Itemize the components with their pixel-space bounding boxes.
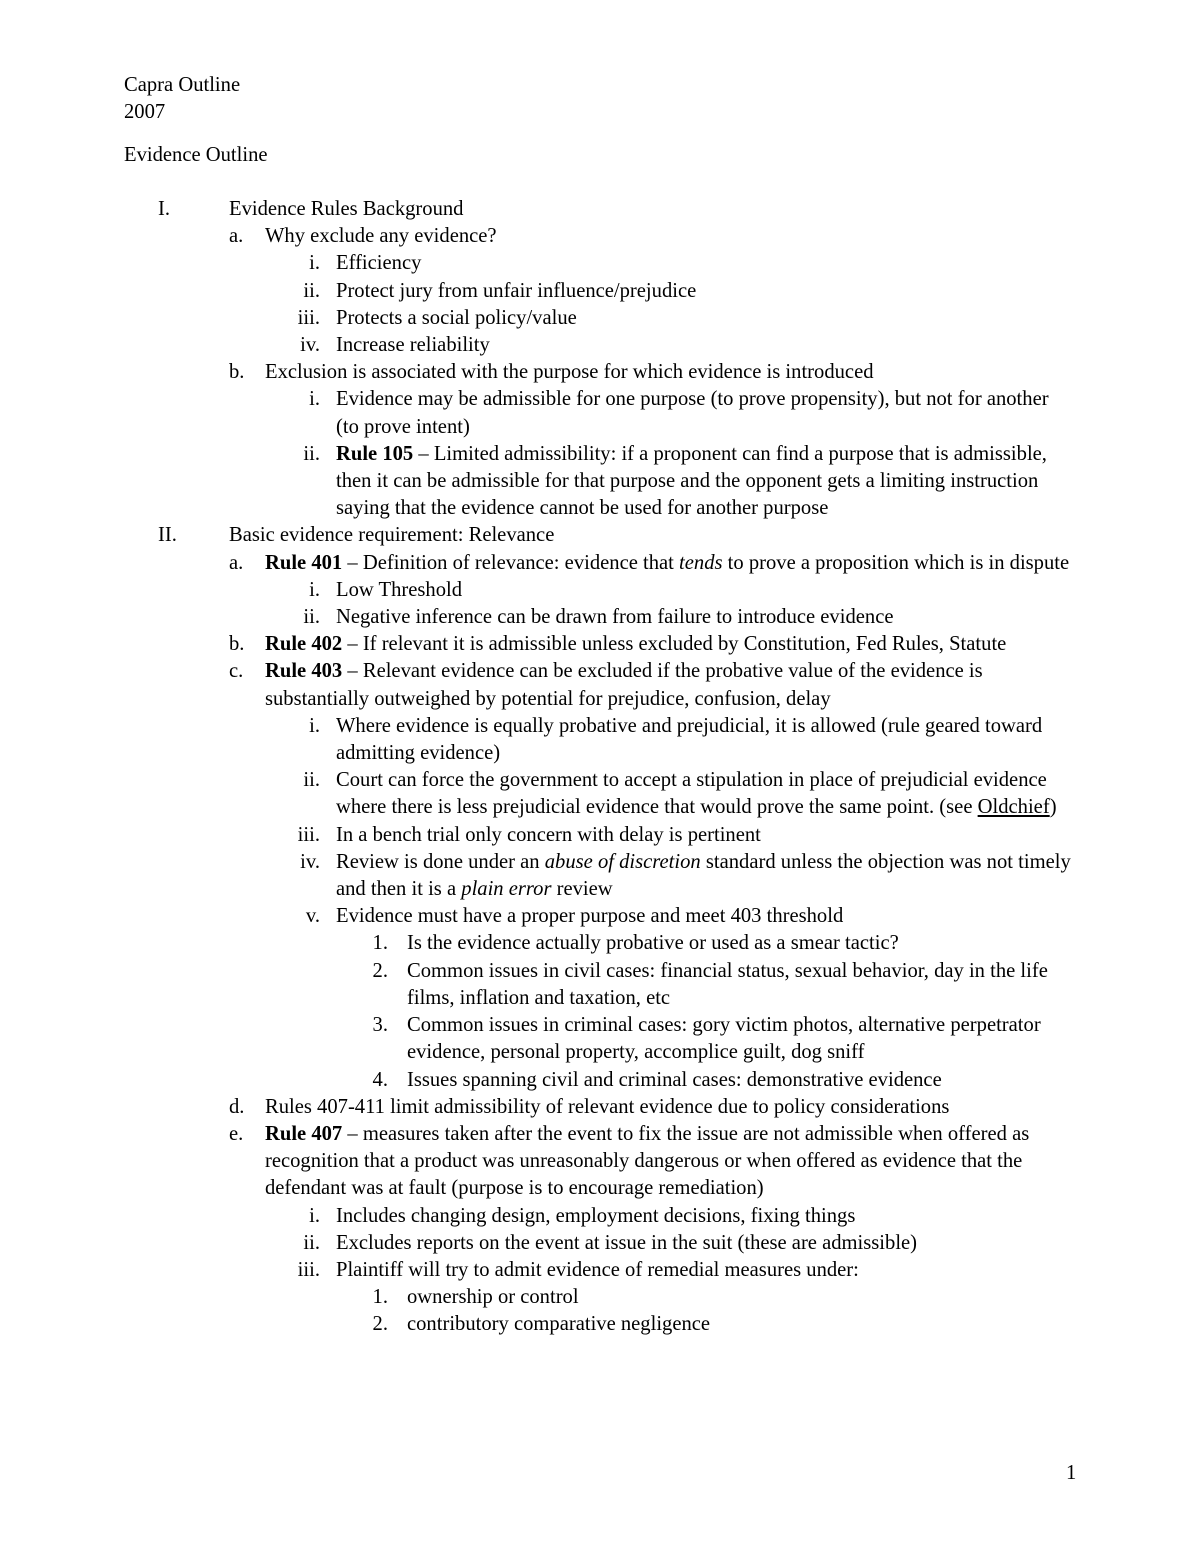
text-run: Exclusion is associated with the purpose for which evidence is introduced xyxy=(265,361,874,384)
text-run: Court can force the government to accept a stipulation in place of prejudicial evidence where there is less prejudicial evidence that would prove the same point. (see xyxy=(336,769,1047,819)
outline-item xyxy=(0,1121,1200,1203)
outline-item xyxy=(0,441,1200,523)
text-run: Basic evidence requirement: Relevance xyxy=(229,524,555,547)
document-title: Evidence Outline xyxy=(124,144,268,166)
outline-text xyxy=(336,332,1076,359)
text-run: Low Threshold xyxy=(336,578,463,601)
text-run: Protect jury from unfair influence/prejudice xyxy=(336,279,697,302)
text-run: Efficiency xyxy=(336,252,422,275)
text-run: Evidence may be admissible for one purpose (to prove propensity), but not for another (to prove intent) xyxy=(336,388,1049,438)
outline-text xyxy=(336,278,1076,305)
outline-text xyxy=(265,1121,1076,1203)
header-year: 2007 xyxy=(124,101,166,123)
outline-marker: II. xyxy=(158,524,177,547)
rule-label: Rule 407 xyxy=(265,1122,343,1145)
outline-item xyxy=(0,1284,1200,1311)
rule-label: Rule 402 xyxy=(265,633,343,656)
outline-text xyxy=(336,713,1076,767)
outline-text xyxy=(229,196,1200,223)
text-run: Protects a social policy/value xyxy=(336,306,577,329)
outline-text xyxy=(336,1230,1076,1257)
outline-item xyxy=(0,1012,1200,1066)
outline-marker: iv. xyxy=(300,334,320,357)
text-run: ownership or control xyxy=(407,1286,579,1309)
outline-text xyxy=(336,903,1076,930)
outline-text xyxy=(407,1067,1076,1094)
text-run: Why exclude any evidence? xyxy=(265,225,497,248)
rule-label: Rule 403 xyxy=(265,660,343,683)
header-author: Capra Outline xyxy=(124,74,241,96)
outline-list xyxy=(0,196,1200,1339)
outline-item xyxy=(0,903,1200,930)
page-number: 1 xyxy=(1066,1462,1077,1484)
text-run: In a bench trial only concern with delay is pertinent xyxy=(336,823,761,846)
case-name: Oldchief xyxy=(977,796,1050,819)
outline-text xyxy=(336,1203,1076,1230)
text-run: Negative inference can be drawn from failure to introduce evidence xyxy=(336,606,894,629)
text-run: Review is done under an xyxy=(336,850,545,873)
outline-item xyxy=(0,930,1200,957)
outline-text xyxy=(336,386,1076,440)
outline-item xyxy=(0,577,1200,604)
text-run: – measures taken after the event to fix the issue are not admissible when offered as recognition that a product was unreasonably dangerous or when offered as evidence that the defendant was at fault (purpose is to encourage remediation) xyxy=(265,1122,1030,1200)
outline-marker: b. xyxy=(229,361,245,384)
outline-item xyxy=(0,1067,1200,1094)
outline-text xyxy=(407,1311,1076,1338)
outline-marker: iii. xyxy=(297,306,320,329)
outline-item xyxy=(0,278,1200,305)
text-run: Common issues in criminal cases: gory victim photos, alternative perpetrator evidence, personal property, accomplice guilt, dog sniff xyxy=(407,1014,1041,1064)
outline-marker: a. xyxy=(229,225,244,248)
outline-item xyxy=(0,713,1200,767)
outline-text xyxy=(265,658,1076,712)
rule-label: Rule 105 xyxy=(336,442,414,465)
outline-marker: iii. xyxy=(297,1258,320,1281)
text-run: Is the evidence actually probative or used as a smear tactic? xyxy=(407,932,899,955)
outline-item xyxy=(0,196,1200,223)
text-run: Issues spanning civil and criminal cases: demonstrative evidence xyxy=(407,1068,942,1091)
outline-text xyxy=(265,1094,1076,1121)
outline-marker: 1. xyxy=(372,1286,388,1309)
outline-marker: i. xyxy=(309,388,320,411)
outline-marker: 1. xyxy=(372,932,388,955)
text-run: to prove a proposition which is in dispute xyxy=(722,551,1070,574)
outline-marker: e. xyxy=(229,1122,244,1145)
outline-item xyxy=(0,958,1200,1012)
outline-marker: i. xyxy=(309,252,320,275)
outline-item xyxy=(0,604,1200,631)
outline-marker: a. xyxy=(229,551,244,574)
outline-text xyxy=(336,767,1076,821)
outline-item xyxy=(0,550,1200,577)
outline-marker: 2. xyxy=(372,1313,388,1336)
outline-marker: c. xyxy=(229,660,244,683)
emphasis-text: tends xyxy=(679,551,723,574)
outline-item xyxy=(0,658,1200,712)
outline-item xyxy=(0,359,1200,386)
outline-marker: ii. xyxy=(303,606,320,629)
outline-marker: 3. xyxy=(372,1014,388,1037)
outline-text xyxy=(407,930,1076,957)
text-run: – If relevant it is admissible unless excluded by Constitution, Fed Rules, Statute xyxy=(342,633,1007,656)
outline-text xyxy=(265,223,1076,250)
text-run: Includes changing design, employment decisions, fixing things xyxy=(336,1204,856,1227)
outline-item xyxy=(0,1230,1200,1257)
outline-text xyxy=(336,822,1076,849)
outline-item xyxy=(0,1203,1200,1230)
outline-marker: ii. xyxy=(303,279,320,302)
outline-item xyxy=(0,822,1200,849)
outline-marker: i. xyxy=(309,578,320,601)
outline-text xyxy=(229,522,1200,549)
outline-item xyxy=(0,522,1200,549)
text-run: Where evidence is equally probative and prejudicial, it is allowed (rule geared toward admitting evidence) xyxy=(336,714,1043,765)
outline-text xyxy=(265,359,1076,386)
text-run: Plaintiff will try to admit evidence of remedial measures under: xyxy=(336,1258,859,1281)
outline-text xyxy=(336,577,1076,604)
outline-text xyxy=(407,1284,1076,1311)
text-run: Evidence Rules Background xyxy=(229,198,464,220)
outline-item xyxy=(0,223,1200,250)
outline-text xyxy=(336,250,1076,277)
outline-text xyxy=(336,849,1076,903)
text-run: Rules 407-411 limit admissibility of relevant evidence due to policy considerations xyxy=(265,1095,950,1118)
text-run: – Definition of relevance: evidence that xyxy=(342,551,680,574)
outline-item xyxy=(0,1311,1200,1338)
emphasis-text: abuse of discretion xyxy=(544,850,701,873)
outline-text xyxy=(265,550,1076,577)
outline-marker: i. xyxy=(309,1204,320,1227)
outline-marker: d. xyxy=(229,1095,245,1118)
outline-marker: ii. xyxy=(303,1231,320,1254)
outline-item xyxy=(0,1094,1200,1121)
text-run: Evidence must have a proper purpose and meet 403 threshold xyxy=(336,905,844,928)
text-run: – Limited admissibility: if a proponent can find a purpose that is admissible, then it can be admissible for that purpose and the opponent gets a limiting instruction saying that the evidence cannot be used for another purpose xyxy=(336,442,1047,520)
outline-item xyxy=(0,386,1200,440)
text-run: Common issues in civil cases: financial status, sexual behavior, day in the life films, inflation and taxation, etc xyxy=(407,959,1048,1009)
outline-item xyxy=(0,332,1200,359)
text-run: contributory comparative negligence xyxy=(407,1313,711,1336)
outline-marker: 4. xyxy=(372,1068,388,1091)
outline-marker: b. xyxy=(229,633,245,656)
outline-marker: ii. xyxy=(303,442,320,465)
outline-text xyxy=(336,604,1076,631)
text-run: ) xyxy=(1049,796,1057,819)
outline-text xyxy=(407,958,1076,1012)
outline-text xyxy=(336,305,1076,332)
text-run: review xyxy=(551,878,613,901)
outline-marker: v. xyxy=(305,905,320,928)
outline-item xyxy=(0,631,1200,658)
outline-item xyxy=(0,250,1200,277)
text-run: – Relevant evidence can be excluded if the probative value of the evidence is substantially outweighed by potential for prejudice, confusion, delay xyxy=(265,660,983,710)
outline-item xyxy=(0,305,1200,332)
outline-marker: i. xyxy=(309,714,320,737)
rule-label: Rule 401 xyxy=(265,551,343,574)
outline-marker: ii. xyxy=(303,769,320,792)
outline-marker: I. xyxy=(158,198,171,220)
text-run: Excludes reports on the event at issue in the suit (these are admissible) xyxy=(336,1231,918,1254)
outline-item xyxy=(0,849,1200,903)
outline-text xyxy=(265,631,1076,658)
emphasis-text: plain error xyxy=(461,878,552,901)
outline-marker: 2. xyxy=(372,959,388,982)
outline-marker: iv. xyxy=(300,850,320,873)
outline-item xyxy=(0,767,1200,821)
outline-text xyxy=(336,441,1076,523)
outline-item xyxy=(0,1257,1200,1284)
outline-text xyxy=(407,1012,1076,1066)
outline-text xyxy=(336,1257,1076,1284)
text-run: Increase reliability xyxy=(336,334,490,357)
text-run: standard unless the objection was not timely and then it is a xyxy=(336,850,1071,901)
outline-marker: iii. xyxy=(297,823,320,846)
